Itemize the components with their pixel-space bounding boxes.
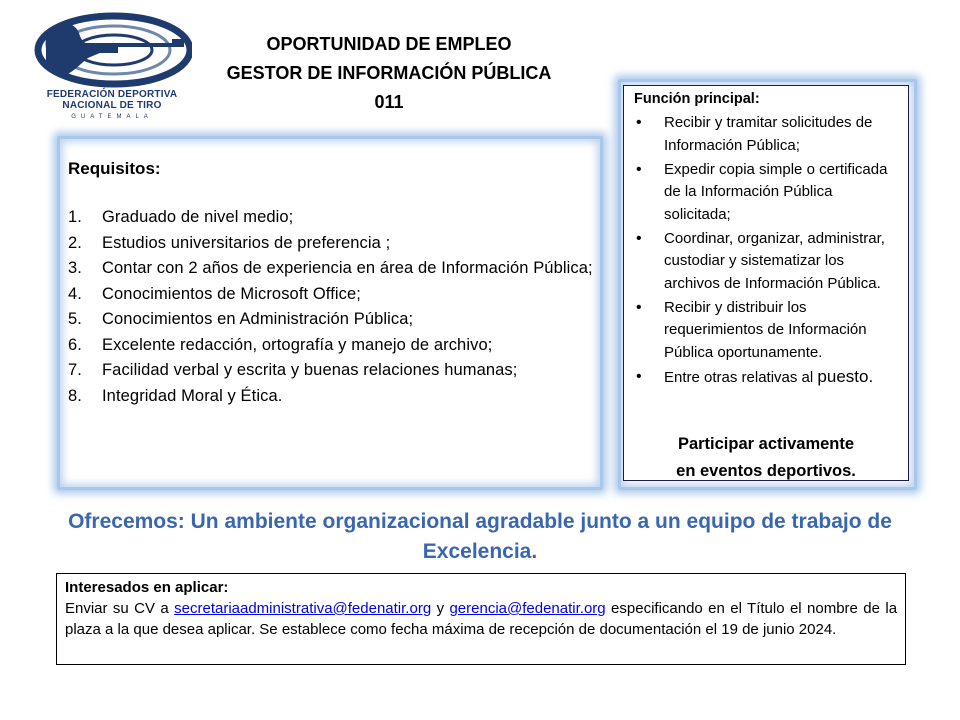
bullet-icon: • (636, 114, 642, 131)
functions-extra (624, 431, 908, 485)
logo-line-2: NACIONAL DE TIRO (62, 100, 162, 111)
item-text: Entre otras relativas al (664, 368, 814, 386)
application-box (56, 573, 906, 665)
item-text: Coordinar, organizar, administrar, custodiar y sistematizar los archivos de Información Pública. (664, 229, 885, 292)
application-text-part: especificando en el Título el nombre de la plaza a la que desea aplicar. Se establece como fecha máxima de recepción de documentación el 19 de junio 2024. (65, 600, 898, 638)
list-item (68, 205, 594, 231)
email-link-secretaria[interactable]: secretariaadministrativa@fedenatir.org (174, 600, 432, 617)
item-number: 2. (68, 233, 82, 252)
item-text: Recibir y tramitar solicitudes de Información Pública; (664, 114, 873, 154)
item-text: Facilidad verbal y escrita y buenas relaciones humanas; (102, 361, 518, 379)
requirements-title: Requisitos: (68, 159, 161, 178)
list-item (624, 228, 908, 296)
item-text-emphasis: puesto. (817, 366, 874, 386)
item-number: 5. (68, 310, 82, 328)
list-item (68, 333, 594, 359)
requirements-list (68, 205, 594, 409)
item-number: 7. (68, 361, 82, 379)
bullet-icon: • (636, 229, 642, 247)
title-line-1: OPORTUNIDAD DE EMPLEO (266, 34, 512, 54)
item-text: Excelente redacción, ortografía y manejo de archivo; (102, 335, 493, 354)
requirements-box (57, 136, 603, 490)
bullet-icon: • (636, 367, 642, 385)
shooter-emblem-icon (32, 8, 192, 88)
application-text (65, 598, 897, 640)
list-item (624, 297, 908, 365)
list-item (68, 256, 594, 282)
bullet-icon: • (636, 160, 642, 178)
functions-list (624, 112, 908, 391)
item-number: 3. (68, 259, 82, 277)
item-text: Conocimientos en Administración Pública; (102, 310, 414, 328)
extra-line-1: Participar activamente (677, 435, 855, 453)
list-item (68, 358, 594, 384)
list-item (68, 307, 594, 333)
functions-title: Función principal: (634, 91, 760, 107)
item-text: Conocimientos de Microsoft Office; (102, 284, 361, 303)
list-item (68, 231, 594, 257)
application-title: Interesados en aplicar: (65, 579, 229, 596)
item-number: 6. (68, 335, 82, 354)
item-number: 8. (68, 386, 82, 405)
item-text: Expedir copia simple o certificada de la Información Pública solicitada; (664, 160, 888, 223)
application-text-part: y (436, 600, 445, 617)
extra-line-2: en eventos deportivos. (676, 462, 856, 480)
item-text: Recibir y distribuir los requerimientos de Información Pública oportunamente. (664, 298, 867, 361)
list-item (68, 282, 594, 308)
item-text: Contar con 2 años de experiencia en área de Información Pública; (102, 259, 593, 277)
list-item (624, 159, 908, 227)
title-line-3: 011 (374, 92, 404, 112)
page-title (200, 30, 578, 117)
logo-line-1: FEDERACIÓN DEPORTIVA (46, 89, 178, 100)
title-line-2: GESTOR DE INFORMACIÓN PÚBLICA (226, 63, 552, 83)
application-text-part: Enviar su CV a (65, 600, 169, 617)
item-number: 1. (68, 208, 82, 226)
item-text: Estudios universitarios de preferencia ; (102, 233, 391, 252)
logo-line-3: GUATEMALA (71, 114, 153, 120)
offer-statement: Ofrecemos: Un ambiente organizacional agradable junto a un equipo de trabajo de Excelencia. (68, 510, 892, 563)
bullet-icon: • (636, 298, 642, 316)
list-item (68, 384, 594, 410)
list-item (624, 112, 908, 157)
item-number: 4. (68, 284, 82, 303)
item-text: Integridad Moral y Ética. (102, 386, 283, 405)
item-text: Graduado de nivel medio; (102, 208, 294, 226)
federation-logo (32, 8, 192, 128)
functions-box (623, 85, 909, 481)
email-link-gerencia[interactable]: gerencia@fedenatir.org (449, 600, 606, 617)
list-item (624, 366, 908, 390)
